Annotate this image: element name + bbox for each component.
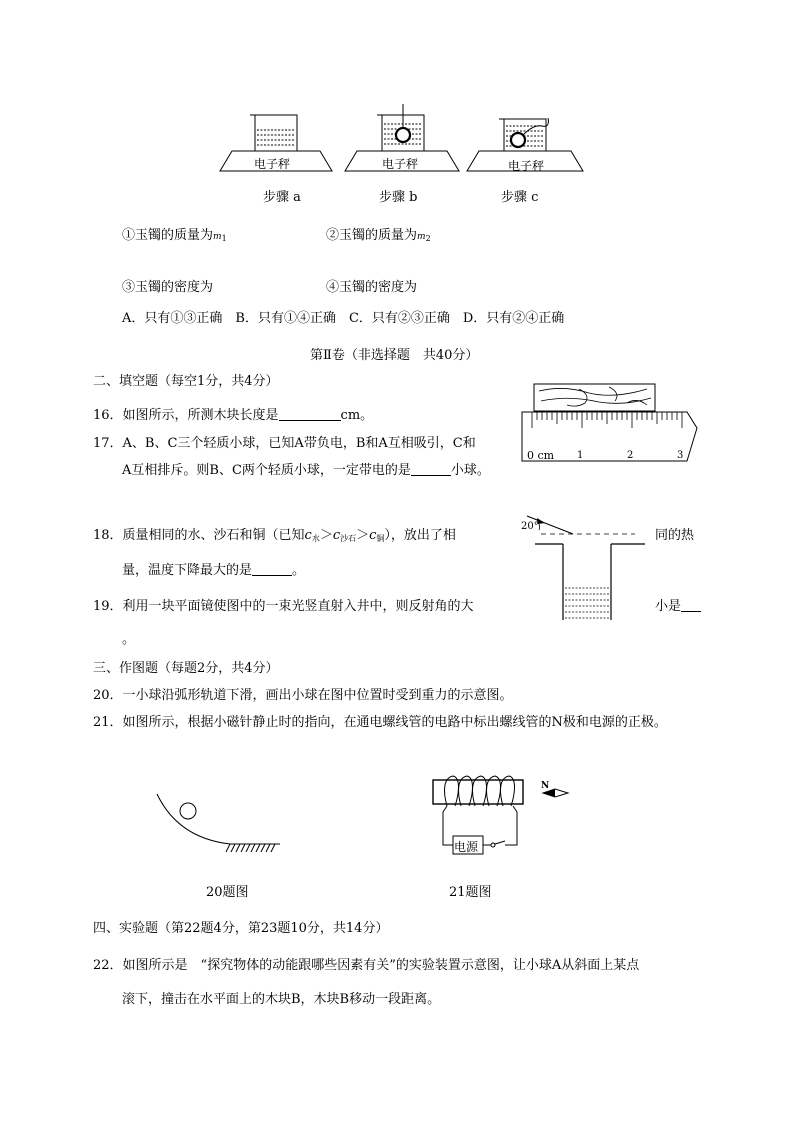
- ruler-tick-label-2: 2: [627, 450, 634, 461]
- well-walls: [535, 544, 645, 620]
- section3-title: 三、作图题（每题2分，共4分）: [93, 661, 279, 676]
- q19-blank[interactable]: [681, 599, 701, 612]
- section4-title: 四、实验题（第22题4分，第23题10分，共14分）: [93, 921, 389, 936]
- fig21-caption: 21题图: [449, 885, 492, 900]
- ruler-tick-label-3: 3: [677, 450, 684, 461]
- option-1: ①玉镯的质量为$m_1$: [122, 228, 227, 243]
- q17-line1: 17．A、B、C三个轻质小球，已知A带负电，B和A互相吸引，C和: [93, 436, 476, 451]
- switch-contact: [491, 843, 495, 847]
- option-3: ③玉镯的密度为: [122, 280, 214, 295]
- q19-line2: 。: [122, 632, 136, 647]
- option-4: ④玉镯的密度为: [326, 280, 418, 295]
- solenoid-core: [433, 780, 523, 804]
- section2-title: 二、填空题（每空1分，共4分）: [93, 374, 279, 389]
- fig21-solenoid: [425, 768, 575, 858]
- q17-blank[interactable]: [411, 463, 451, 476]
- fig20-caption: 20题图: [206, 885, 249, 900]
- scale-label-b: 电子秤: [382, 157, 419, 171]
- q21: 21．如图所示，根据小磁针静止时的指向，在通电螺线管的电路中标出螺线管的N极和电源的正极。: [93, 715, 667, 730]
- wood-block: [534, 384, 655, 411]
- q22-line1: 22．如图所示是 “探究物体的动能跟哪些因素有关”的实验装置示意图，让小球A从斜面上某点: [93, 958, 640, 973]
- switch-arm: [495, 841, 505, 844]
- q19-line1-end: 小是: [655, 595, 701, 614]
- scale-label-c: 电子秤: [508, 159, 545, 173]
- circuit-wire: [443, 806, 453, 845]
- q22-line2: 滚下，撞击在水平面上的木块B，木块B移动一段距离。: [122, 992, 441, 1007]
- answer-choices: A．只有①③正确 B．只有①④正确 C．只有②③正确 D．只有②④正确: [122, 311, 565, 326]
- step-label-a: 步骤 a: [263, 190, 301, 205]
- fig20-track: [150, 786, 285, 858]
- well-water: [565, 588, 609, 618]
- q17-line2: A互相排斥。则B、C两个轻质小球，一定带电的是 小球。: [122, 463, 490, 478]
- q19-line1: 19．利用一块平面镜使图中的一束光竖直射入井中，则反射角的大: [93, 599, 474, 614]
- q18-line1-end: 同的热: [655, 528, 695, 543]
- q16-blank[interactable]: [279, 408, 341, 421]
- angle-label: 20°: [521, 521, 539, 532]
- part2-title: 第Ⅱ卷（非选择题 共40分）: [310, 348, 479, 363]
- power-source-label: 电源: [454, 840, 479, 854]
- ground-hatch: [226, 844, 275, 852]
- q18-line2: 量，温度下降最大的是 。: [122, 563, 306, 578]
- q18-line1: 18．质量相同的水、沙石和铜（已知$c_水>c_{沙石}>c_铜$），放出了相: [93, 528, 456, 543]
- needle-n-label: N: [541, 781, 550, 791]
- q20: 20．一小球沿弧形轨道下滑，画出小球在图中位置时受到重力的示意图。: [93, 688, 513, 703]
- ruler-tick-label-0: 0 cm: [527, 449, 555, 462]
- q16: 16．如图所示，所测木块长度是 cm。: [93, 408, 374, 423]
- q18-blank[interactable]: [252, 563, 292, 576]
- scale-label-a: 电子秤: [254, 157, 291, 171]
- option-2: ②玉镯的质量为$m_2$: [326, 228, 431, 243]
- arc-track: [157, 794, 280, 844]
- ruler-tick-label-1: 1: [577, 450, 584, 461]
- step-label-b: 步骤 b: [379, 190, 418, 205]
- ball: [180, 803, 196, 819]
- step-label-c: 步骤 c: [501, 190, 539, 205]
